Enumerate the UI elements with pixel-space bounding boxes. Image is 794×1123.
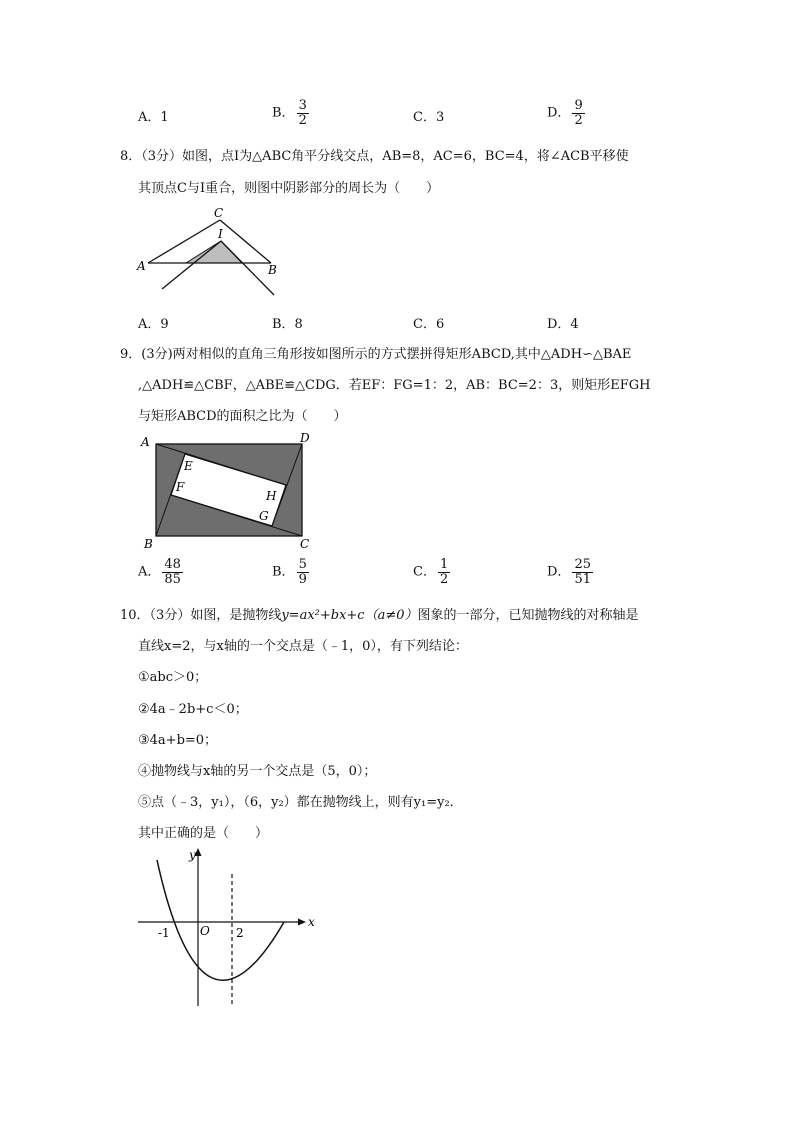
q9-option-c-fraction	[438, 558, 450, 586]
q9-label-b: B	[144, 537, 153, 551]
q8-stem-line-1: 8．（3分）如图，点I为△ABC角平分线交点，AB=8，AC=6，BC=4，将∠ACB平移使	[120, 149, 629, 164]
q7-option-b-denominator: 2	[298, 112, 307, 128]
q9-stem-line-2: ,△ADH≌△CBF，△ABE≌△CDG．若EF：FG=1：2，AB：BC=2：3，则矩形EFGH	[138, 378, 651, 393]
q10-statement-5: ⑤点（﹣3，y₁），（6，y₂）都在抛物线上，则有y₁=y₂．	[138, 795, 463, 810]
q10-parabola-figure	[134, 842, 334, 1012]
q9-option-d-numerator: 25	[574, 557, 591, 572]
q10-equation: y=ax²+bx+c（a≠0）	[281, 608, 418, 623]
q7-option-c-label: C．3	[413, 110, 445, 125]
q7-option-b-label: B．	[272, 105, 295, 121]
q9-rectangle-figure	[136, 430, 326, 556]
q9-option-b-denominator: 9	[298, 571, 307, 587]
q9-option-a-denominator: 85	[164, 571, 181, 587]
q9-label-h: H	[266, 489, 277, 503]
q7-option-c	[413, 106, 444, 125]
q7-option-b-fraction	[297, 99, 309, 127]
q10-stem-line-1	[120, 604, 639, 623]
q9-option-b-fraction	[297, 558, 309, 586]
q9-stem-line-1: 9．(3分)两对相似的直角三角形按如图所示的方式摆拼得矩形ABCD,其中△ADH∽△BAE	[120, 347, 632, 362]
q10-label-x: x	[308, 915, 315, 929]
q8-translated-right-ray	[221, 241, 274, 295]
q9-option-a-fraction	[162, 558, 183, 586]
q10-stem-line-2: 直线x=2，与x轴的一个交点是（﹣1，0），有下列结论：	[138, 639, 468, 654]
q10-stem-prefix: 10．（3分）如图，是抛物线	[120, 608, 282, 623]
q9-option-d	[547, 558, 593, 586]
q9-label-a: A	[141, 435, 150, 449]
q9-option-a	[138, 558, 183, 586]
q10-label-neg1: -1	[158, 926, 170, 940]
q9-option-a-label: A．	[138, 564, 161, 580]
q10-stem-suffix: 图象的一部分，已知抛物线的对称轴是	[417, 608, 639, 623]
q7-option-a	[138, 106, 169, 125]
q10-parabola-curve	[157, 860, 284, 980]
q7-option-d-denominator: 2	[574, 112, 583, 128]
q9-label-d: D	[300, 431, 310, 445]
q7-option-d-numerator: 9	[574, 98, 583, 113]
q8-option-d: D．4	[547, 317, 579, 332]
q9-stem-line-3: 与矩形ABCD的面积之比为（ ）	[138, 409, 347, 424]
q10-question: 其中正确的是（ ）	[138, 826, 269, 841]
q8-option-a: A．9	[138, 317, 169, 332]
q10-statement-2: ②4a﹣2b+c＜0；	[138, 702, 248, 717]
q7-option-d-label: D．	[547, 105, 571, 121]
q9-option-b-numerator: 5	[298, 557, 307, 572]
q10-statement-4: ④抛物线与x轴的另一个交点是（5，0）；	[138, 764, 377, 779]
q9-label-g: G	[259, 509, 269, 523]
q9-option-b	[272, 558, 309, 586]
q8-triangle-figure	[134, 202, 284, 298]
q10-x-axis-arrow	[298, 919, 306, 926]
q8-label-c: C	[214, 206, 224, 220]
q10-statement-1: ①abc＞0；	[138, 670, 208, 685]
q8-stem-line-2: 其顶点C与I重合，则图中阴影部分的周长为（ ）	[138, 181, 440, 196]
q9-label-e: E	[184, 459, 193, 473]
q7-option-d	[547, 99, 585, 127]
q9-option-d-label: D．	[547, 564, 571, 580]
q10-label-2: 2	[236, 926, 244, 940]
q9-option-c-numerator: 1	[439, 557, 449, 572]
q9-option-c-label: C．	[413, 564, 436, 580]
q8-option-c: C．6	[413, 317, 445, 332]
q9-option-d-fraction	[572, 558, 593, 586]
q7-option-a-label: A．1	[138, 110, 169, 125]
q7-option-d-fraction	[572, 99, 584, 127]
q10-label-y: y	[189, 848, 196, 862]
q8-label-a: A	[137, 259, 146, 273]
q9-option-d-denominator: 51	[574, 571, 591, 587]
q10-label-origin: O	[200, 924, 210, 938]
q9-label-f: F	[176, 480, 185, 494]
q9-option-c	[413, 558, 450, 586]
q9-option-c-denominator: 2	[439, 571, 449, 587]
q8-label-b: B	[268, 263, 277, 277]
q10-statement-3: ③4a+b=0；	[138, 733, 218, 748]
q9-option-a-numerator: 48	[164, 557, 181, 572]
q9-option-b-label: B．	[272, 564, 295, 580]
q8-label-i: I	[218, 227, 223, 241]
q7-option-b	[272, 99, 309, 127]
q7-option-b-numerator: 3	[298, 98, 307, 113]
q8-shaded-triangle	[186, 241, 242, 263]
q9-label-c: C	[300, 537, 310, 551]
q8-option-b: B．8	[272, 317, 303, 332]
q8-translated-left-ray	[162, 241, 221, 289]
